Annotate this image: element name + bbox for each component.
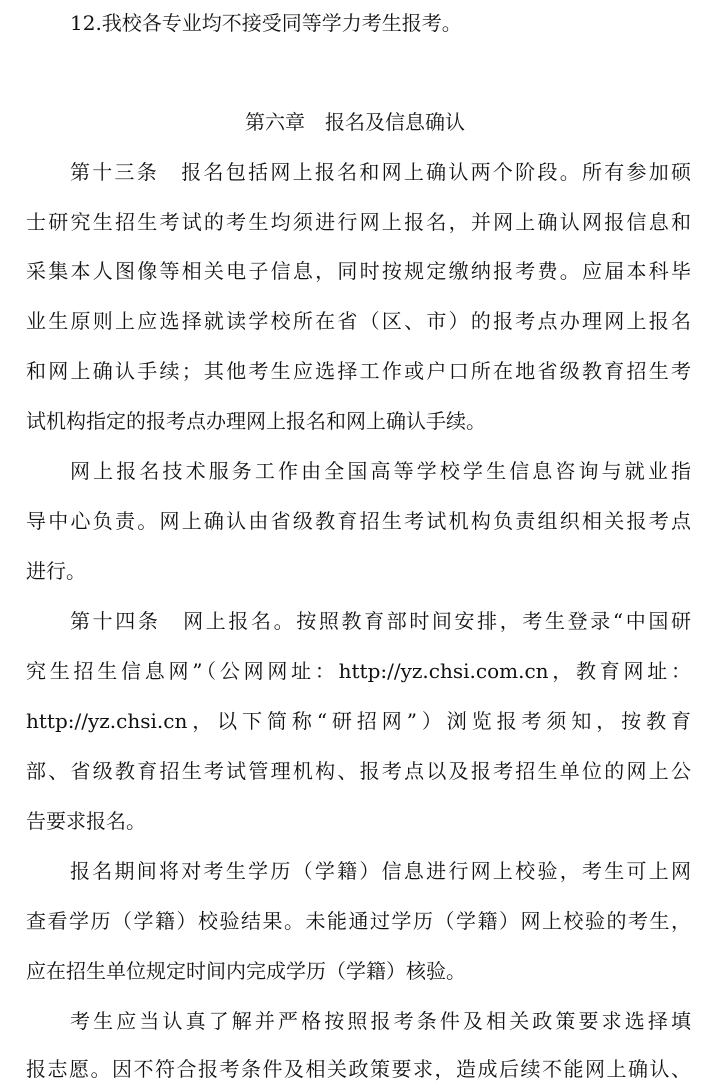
text-line: 第十四条 网上报名。按照教育部时间安排，考生登录“中国研: [70, 609, 691, 633]
text-line: 第十三条 报名包括网上报名和网上确认两个阶段。所有参加硕: [70, 160, 691, 184]
text-line: 考生应当认真了解并严格按照报考条件及相关政策要求选择填: [70, 1009, 691, 1033]
item-12: 12.我校各专业均不接受同等学力考生报考。: [70, 11, 462, 35]
text-line: http://yz.chsi.cn，以下简称“研招网”）浏览报考须知，按教育: [26, 709, 691, 733]
text-line: 网上报名技术服务工作由全国高等学校学生信息咨询与就业指: [70, 459, 691, 483]
text-line: 究生招生信息网”（公网网址：http://yz.chsi.com.cn，教育网址：: [26, 659, 691, 683]
text-line: 应在招生单位规定时间内完成学历（学籍）核验。: [26, 959, 466, 983]
text-line: 报志愿。因不符合报考条件及相关政策要求，造成后续不能网上确认、: [26, 1057, 691, 1081]
text-line: 查看学历（学籍）校验结果。未能通过学历（学籍）网上校验的考生，: [26, 909, 691, 933]
chapter-title: 第六章 报名及信息确认: [245, 110, 465, 134]
text-line: 士研究生招生考试的考生均须进行网上报名，并网上确认网报信息和: [26, 210, 691, 234]
text-line: 报名期间将对考生学历（学籍）信息进行网上校验，考生可上网: [70, 859, 691, 883]
text-line: 业生原则上应选择就读学校所在省（区、市）的报考点办理网上报名: [26, 309, 691, 333]
text-line: 采集本人图像等相关电子信息，同时按规定缴纳报考费。应届本科毕: [26, 259, 691, 283]
text-line: 试机构指定的报考点办理网上报名和网上确认手续。: [26, 409, 486, 433]
text-line: 告要求报名。: [26, 809, 146, 833]
text-line: 进行。: [26, 559, 86, 583]
text-line: 和网上确认手续；其他考生应选择工作或户口所在地省级教育招生考: [26, 359, 691, 383]
text-line: 部、省级教育招生考试管理机构、报考点以及报考招生单位的网上公: [26, 759, 691, 783]
text-line: 导中心负责。网上确认由省级教育招生考试机构负责组织相关报考点: [26, 509, 691, 533]
